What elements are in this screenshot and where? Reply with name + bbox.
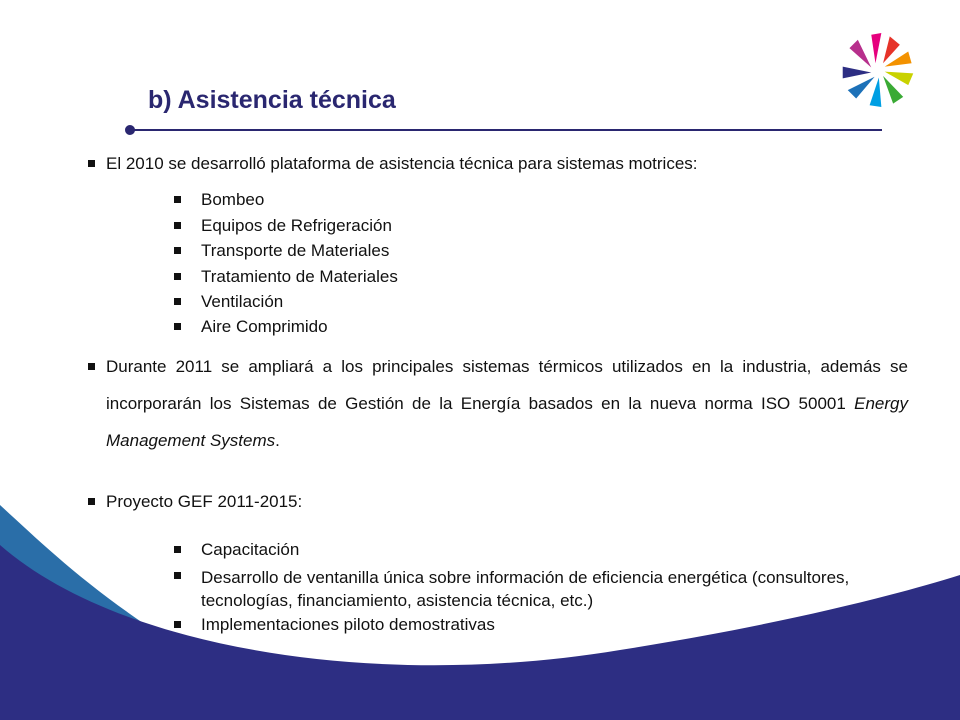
list-item — [174, 317, 914, 337]
list-item — [174, 540, 914, 560]
square-bullet-icon — [174, 323, 181, 330]
bullet-2010-text: El 2010 se desarrolló plataforma de asistencia técnica para sistemas motrices: — [106, 154, 698, 173]
bullet-2011-text — [106, 348, 908, 459]
list-item-label: Desarrollo de ventanilla única sobre información de eficiencia energética (consultores, tecnologías, financiamiento, asistencia técnica, etc.) — [201, 568, 850, 610]
square-bullet-icon — [88, 363, 95, 370]
list-item-label: Equipos de Refrigeración — [201, 216, 392, 235]
bullet-gef-text: Proyecto GEF 2011-2015: — [106, 492, 303, 511]
bullet-2011 — [88, 348, 908, 459]
square-bullet-icon — [174, 273, 181, 280]
list-item — [174, 241, 914, 261]
list-item — [174, 615, 914, 635]
square-bullet-icon — [174, 298, 181, 305]
square-bullet-icon — [174, 546, 181, 553]
bullet-gef — [88, 492, 908, 512]
logo-icon — [836, 28, 920, 112]
square-bullet-icon — [88, 160, 95, 167]
list-item — [174, 216, 914, 236]
bullet-2010 — [88, 154, 908, 174]
square-bullet-icon — [174, 572, 181, 579]
square-bullet-icon — [174, 196, 181, 203]
bullet-2011-text-italic: Energy Management Systems — [106, 394, 908, 450]
list-item — [174, 292, 914, 312]
list-item-label: Aire Comprimido — [201, 317, 328, 336]
square-bullet-icon — [88, 498, 95, 505]
list-item-label: Capacitación — [201, 540, 300, 559]
list-item-label: Bombeo — [201, 190, 265, 209]
list-item — [174, 267, 914, 287]
list-item — [174, 190, 914, 210]
list-item-label: Ventilación — [201, 292, 284, 311]
list-item-label: Implementaciones piloto demostrativas — [201, 615, 495, 634]
square-bullet-icon — [174, 247, 181, 254]
bullet-2011-text-end: . — [275, 431, 280, 450]
title-rule — [130, 129, 882, 131]
list-item-label: Tratamiento de Materiales — [201, 267, 398, 286]
slide-title: b) Asistencia técnica — [148, 86, 396, 114]
list-item — [174, 566, 914, 612]
bullet-2011-text-main: Durante 2011 se ampliará a los principales sistemas térmicos utilizados en la industria, además se incorporarán los Sistemas de Gestión de la Energía basados en la nueva norma ISO 50001 — [106, 357, 908, 413]
square-bullet-icon — [174, 621, 181, 628]
square-bullet-icon — [174, 222, 181, 229]
list-item-label: Transporte de Materiales — [201, 241, 390, 260]
